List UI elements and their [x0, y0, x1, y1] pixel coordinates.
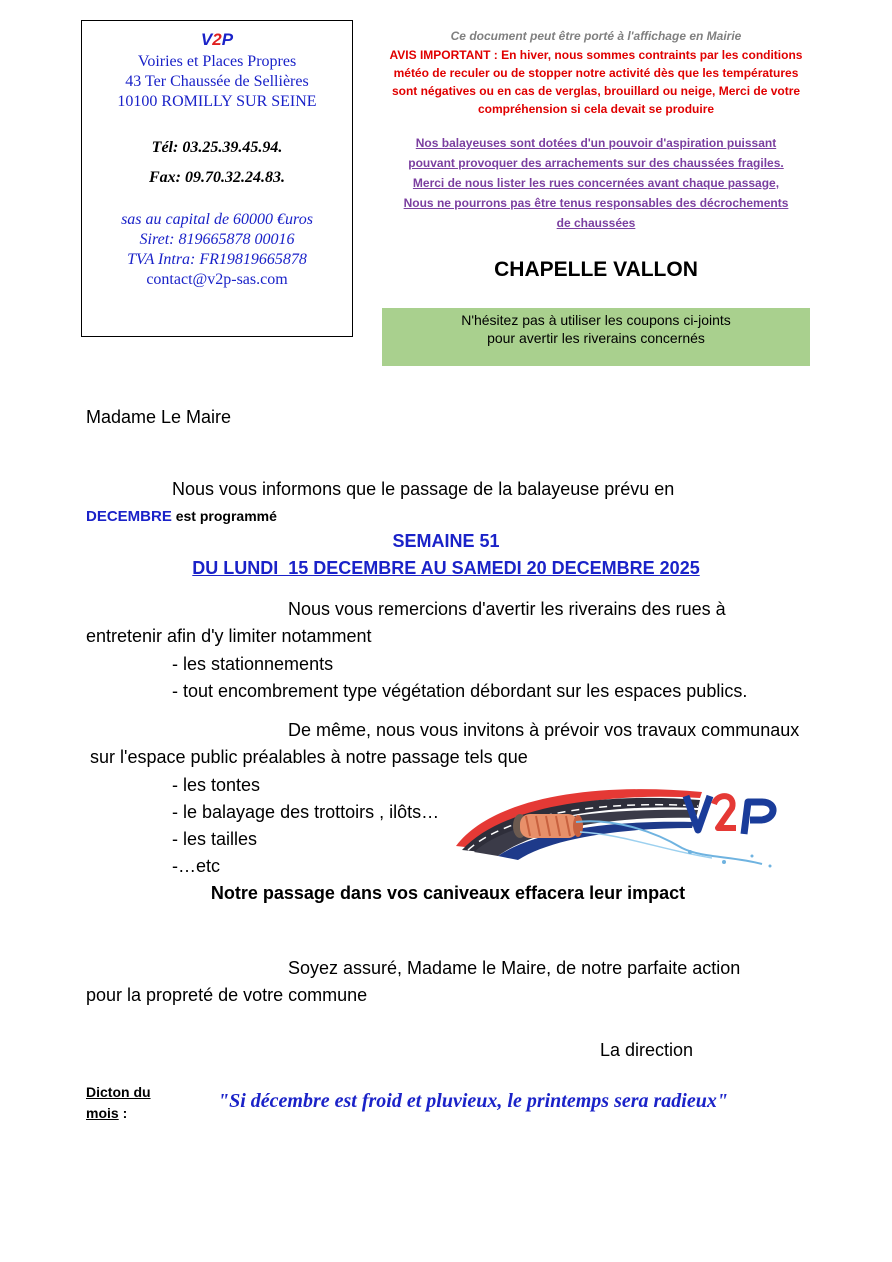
salutation: Madame Le Maire	[86, 407, 232, 427]
closing-line-2: pour la propreté de votre commune	[86, 985, 368, 1005]
closing-line-1: Soyez assuré, Madame le Maire, de notre parfaite action	[288, 958, 741, 978]
company-city: 10100 ROMILLY SUR SEINE	[117, 93, 317, 110]
v2p-road-logo-image	[452, 778, 787, 872]
works-line-1: De même, nous vous invitons à prévoir vos travaux communaux	[288, 720, 800, 740]
works-line-2: sur l'espace public préalables à notre passage tels que	[90, 747, 528, 767]
company-phone: Tél: 03.25.39.45.94.	[151, 139, 283, 156]
company-email[interactable]: contact@v2p-sas.com	[146, 271, 288, 288]
bullet-vegetation: - tout encombrement type végétation débordant sur les espaces publics.	[172, 681, 748, 701]
intro-month: DECEMBRE	[86, 508, 172, 525]
winter-warning: AVIS IMPORTANT : En hiver, nous sommes contraints par les conditions météo de reculer ou de stopper notre activité dès que les températures sont négatives ou en cas de verglas, brouillard ou neige, Merci de votre compréhension si cela devait se produire	[389, 48, 803, 116]
intro-line-1: Nous vous informons que le passage de la balayeuse prévu en	[172, 479, 675, 499]
signature: La direction	[600, 1040, 694, 1060]
company-vat: TVA Intra: FR19819665878	[127, 251, 307, 268]
thanks-line-2: entretenir afin d'y limiter notamment	[86, 626, 372, 646]
thanks-line-1: Nous vous remercions d'avertir les riverains des rues à	[288, 599, 726, 619]
company-siret: Siret: 819665878 00016	[139, 231, 295, 248]
sweeper-note: Nos balayeuses sont dotées d'un pouvoir d'aspiration puissant pouvant provoquer des arrachements sur des chaussées fragiles. Merci de nous lister les rues concernées avant chaque passage, Nous ne pourrons pas être tenus responsables des décrochements de chaussées	[403, 136, 789, 230]
bullet-etc: -…etc	[172, 856, 221, 876]
company-logo-text: V2P	[200, 30, 234, 49]
commune-name: CHAPELLE VALLON	[494, 258, 698, 281]
company-capital: sas au capital de 60000 €uros	[121, 211, 313, 228]
coupon-line-1: N'hésitez pas à utiliser les coupons ci-joints	[461, 312, 731, 328]
dicton-label: Dicton du mois :	[86, 1084, 151, 1121]
impact-note: Notre passage dans vos caniveaux effacera leur impact	[210, 883, 686, 903]
date-range: DU LUNDI 15 DECEMBRE AU SAMEDI 20 DECEMBRE 2025	[192, 558, 700, 578]
bullet-parking: - les stationnements	[172, 654, 334, 674]
coupon-box	[382, 308, 810, 366]
week-title: SEMAINE 51	[392, 531, 500, 551]
bullet-pruning: - les tailles	[172, 829, 258, 849]
company-fax: Fax: 09.70.32.24.83.	[149, 169, 285, 186]
bullet-mowing: - les tontes	[172, 775, 261, 795]
company-name: Voiries et Places Propres	[137, 53, 297, 70]
intro-line-2: DECEMBRE est programmé	[86, 508, 277, 525]
company-street: 43 Ter Chaussée de Sellières	[125, 73, 309, 90]
notice-block	[382, 28, 810, 230]
coupon-line-2: pour avertir les riverains concernés	[487, 330, 705, 346]
sender-info-box	[81, 20, 353, 337]
dicton-quote: "Si décembre est froid et pluvieux, le printemps sera radieux"	[218, 1090, 728, 1112]
display-note: Ce document peut être porté à l'affichage en Mairie	[450, 29, 742, 43]
bullet-sidewalks: - le balayage des trottoirs , ilôts…	[172, 802, 440, 822]
brush-roller	[513, 814, 583, 838]
